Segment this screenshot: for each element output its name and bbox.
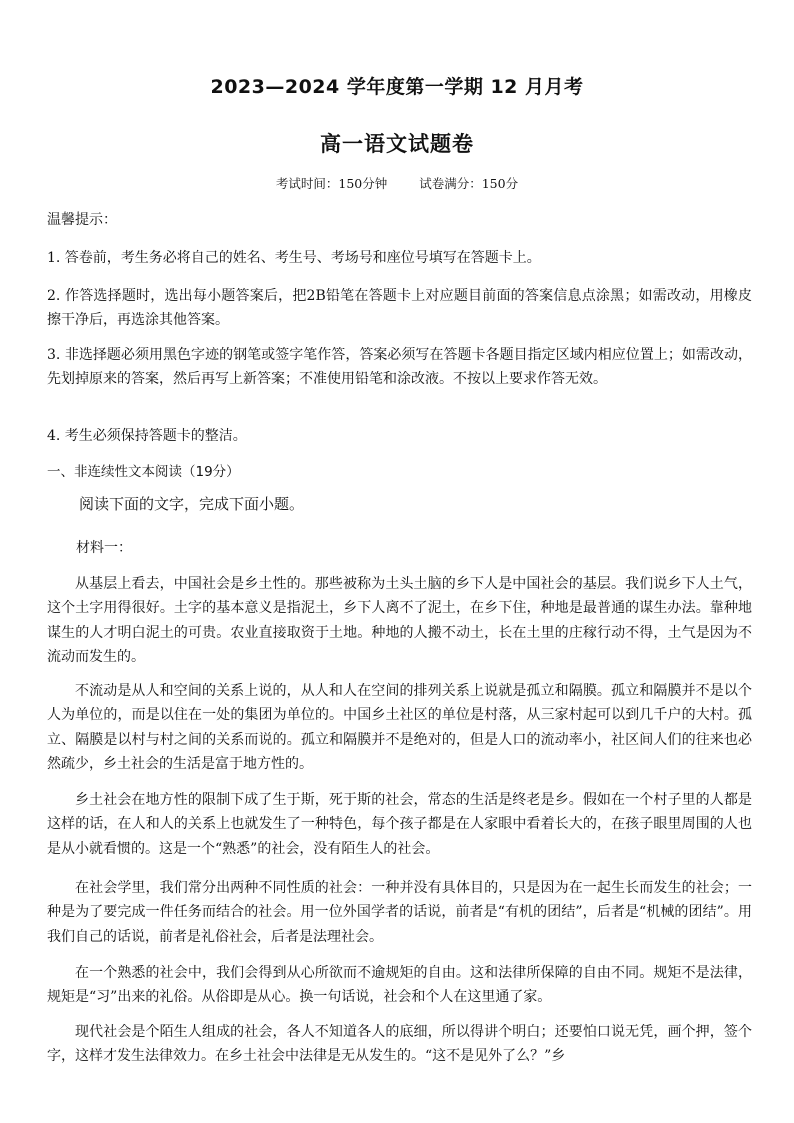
- full-score: 试卷满分：150分: [419, 176, 519, 191]
- exam-time: 考试时间：150分钟: [275, 176, 388, 191]
- notice-item-3: 3. 非选择题必须用黑色字迹的钢笔或签字笔作答，答案必须写在答题卡各题目指定区域内相应位置上；如需改动，先划掉原来的答案，然后再写上新答案；不准使用铅笔和涂改液。不按以上要求作答无效。: [47, 347, 752, 387]
- notice-item-2: 2. 作答选择题时，选出每小题答案后，把2B铅笔在答题卡上对应题目前面的答案信息点涂黑；如需改动，用橡皮擦干净后，再选涂其他答案。: [47, 288, 752, 328]
- material-paragraph-6: 现代社会是个陌生人组成的社会，各人不知道各人的底细，所以得讲个明白；还要怕口说无凭，画个押，签个字，这样才发生法律效力。在乡土社会中法律是无从发生的。“这不是见外了么？”乡: [47, 1024, 752, 1065]
- material-paragraph-5: 在一个熟悉的社会中，我们会得到从心所欲而不逾规矩的自由。这和法律所保障的自由不同。规矩不是法律，规矩是“习”出来的礼俗。从俗即是从心。换一句话说，社会和个人在这里通了家。: [47, 965, 752, 1006]
- notice-item-1: 1. 答卷前，考生务必将自己的姓名、考生号、考场号和座位号填写在答题卡上。: [47, 250, 541, 266]
- section-heading: 一、非连续性文本阅读（19分）: [47, 464, 240, 480]
- material-paragraph-4: 在社会学里，我们常分出两种不同性质的社会：一种并没有具体目的，只是因为在一起生长而发生的社会；一种是为了要完成一件任务而结合的社会。用一位外国学者的话说，前者是“有机的团结”，后者是“机械的团结”。用我们自己的话说，前者是礼俗社会，后者是法理社会。: [47, 880, 752, 945]
- material-paragraph-2: 不流动是从人和空间的关系上说的，从人和人在空间的排列关系上说就是孤立和隔膜。孤立和隔膜并不是以个人为单位的，而是以住在一处的集团为单位的。中国乡土社区的单位是村落，从三家村起可以到几千户的大村。孤立、隔膜是以村与村之间的关系而说的。孤立和隔膜并不是绝对的，但是人口的流动率小，社区间人们的往来也必然疏少，乡土社会的生活是富于地方性的。: [47, 683, 752, 772]
- exam-title: 2023—2024 学年度第一学期 12 月月考: [210, 76, 584, 98]
- material-paragraph-3: 乡土社会在地方性的限制下成了生于斯，死于斯的社会，常态的生活是终老是乡。假如在一个村子里的人都是这样的话，在人和人的关系上也就发生了一种特色，每个孩子都是在人家眼中看着长大的，在孩子眼里周围的人也是从小就看惯的。这是一个“熟悉”的社会，没有陌生人的社会。: [47, 792, 752, 857]
- material-label: 材料一：: [76, 540, 132, 556]
- exam-info: [0, 174, 794, 192]
- notice-item-4: 4. 考生必须保持答题卡的整洁。: [47, 428, 247, 444]
- notice-heading: 温馨提示：: [47, 212, 117, 228]
- material-paragraph-1: 从基层上看去，中国社会是乡土性的。那些被称为土头土脑的乡下人是中国社会的基层。我们说乡下人土气，这个土字用得很好。土字的基本意义是指泥土，乡下人离不了泥土，在乡下住，种地是最普通的谋生办法。靠种地谋生的人才明白泥土的可贵。农业直接取资于土地。种地的人搬不动土，长在土里的庄稼行动不得，土气是因为不流动而发生的。: [47, 576, 752, 665]
- reading-instruction: 阅读下面的文字，完成下面小题。: [79, 495, 305, 513]
- subject-title: 高一语文试题卷: [320, 132, 474, 156]
